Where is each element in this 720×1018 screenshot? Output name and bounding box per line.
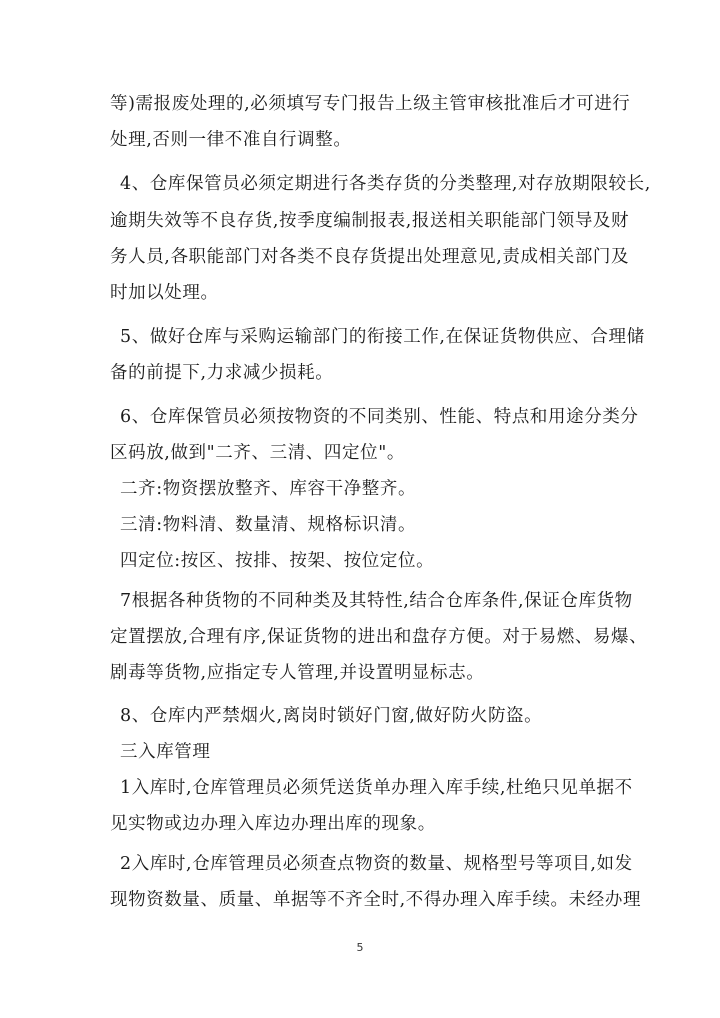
text-line: 7根据各种货物的不同种类及其特性,结合仓库条件,保证仓库货物 bbox=[120, 591, 633, 611]
text-line: 见实物或边办理入库边办理出库的现象。 bbox=[110, 814, 436, 834]
section-heading: 三入库管理 bbox=[120, 742, 211, 762]
text-line: 4、仓库保管员必须定期进行各类存货的分类整理,对存放期限较长, bbox=[120, 174, 651, 194]
page-number: 5 bbox=[356, 941, 364, 954]
text-line: 5、做好仓库与采购运输部门的衔接工作,在保证货物供应、合理储 bbox=[120, 327, 645, 347]
text-line: 处理,否则一律不准自行调整。 bbox=[110, 130, 352, 150]
text-line: 定置摆放,合理有序,保证货物的进出和盘存方便。对于易燃、易爆、 bbox=[110, 627, 648, 647]
text-line: 6、仓库保管员必须按物资的不同类别、性能、特点和用途分类分 bbox=[120, 407, 639, 427]
text-line: 三清:物料清、数量清、规格标识清。 bbox=[120, 515, 417, 535]
text-line: 二齐:物资摆放整齐、库容干净整齐。 bbox=[120, 479, 417, 499]
text-line: 四定位:按区、按排、按架、按位定位。 bbox=[120, 551, 435, 571]
text-line: 时加以处理。 bbox=[110, 283, 219, 303]
text-line: 剧毒等货物,应指定专人管理,并设置明显标志。 bbox=[110, 663, 485, 683]
text-line: 区码放,做到"二齐、三清、四定位"。 bbox=[110, 443, 405, 463]
text-line: 等)需报废处理的,必须填写专门报告上级主管审核批准后才可进行 bbox=[110, 94, 631, 114]
text-line: 备的前提下,力求减少损耗。 bbox=[110, 363, 334, 383]
text-line: 2入库时,仓库管理员必须查点物资的数量、规格型号等项目,如发 bbox=[120, 854, 633, 874]
text-line: 1入库时,仓库管理员必须凭送货单办理入库手续,杜绝只见单据不 bbox=[120, 778, 633, 798]
text-line: 现物资数量、质量、单据等不齐全时,不得办理入库手续。未经办理 bbox=[110, 890, 642, 910]
text-line: 务人员,各职能部门对各类不良存货提出处理意见,责成相关部门及 bbox=[110, 247, 630, 267]
text-line: 逾期失效等不良存货,按季度编制报表,报送相关职能部门领导及财 bbox=[110, 211, 630, 231]
text-line: 8、仓库内严禁烟火,离岗时锁好门窗,做好防火防盗。 bbox=[120, 706, 543, 726]
